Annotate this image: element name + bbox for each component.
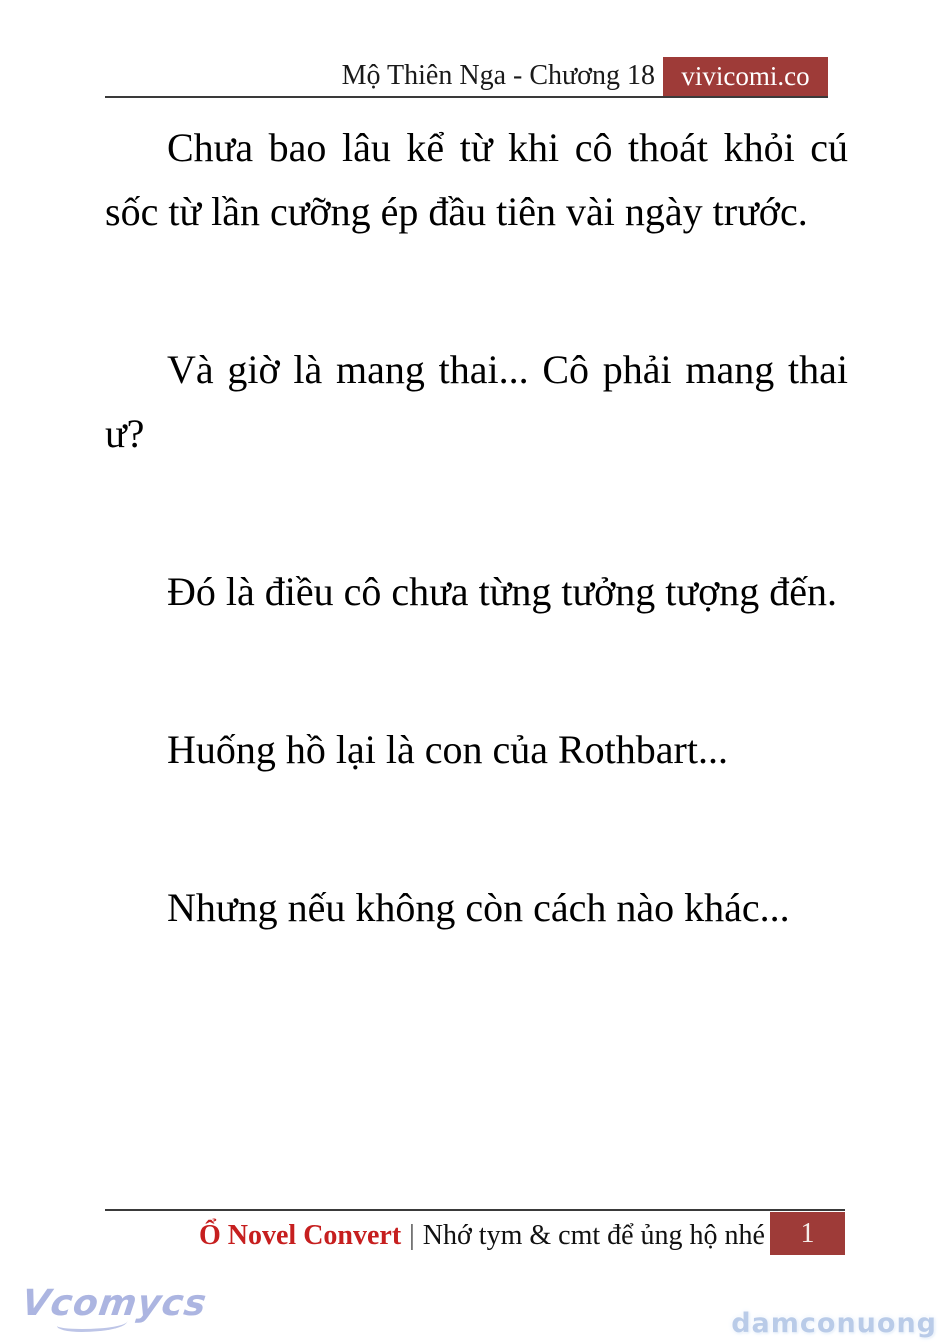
footer-bar xyxy=(105,1216,765,1256)
chapter-title: Mộ Thiên Nga - Chương 18 xyxy=(341,60,655,91)
footer-separator: | xyxy=(409,1220,415,1251)
paragraph: Nhưng nếu không còn cách nào khác... xyxy=(167,885,790,930)
signature-watermark: damconuong xyxy=(731,1308,937,1339)
paragraph: Và giờ là mang thai... Cô phải mang thai ư? xyxy=(105,347,848,456)
vcomycs-logo: Vcomycs xyxy=(19,1283,210,1324)
site-badge: vivicomi.co xyxy=(663,57,828,96)
converter-brand: Ổ Novel Convert xyxy=(198,1220,402,1251)
support-note: Nhớ tym & cmt để ủng hộ nhé xyxy=(422,1220,765,1251)
page-number-badge: 1 xyxy=(770,1212,845,1255)
paragraph: Chưa bao lâu kể từ khi cô thoát khỏi cú sốc từ lần cưỡng ép đầu tiên vài ngày trước. xyxy=(105,125,848,234)
paragraph: Đó là điều cô chưa từng tưởng tượng đến. xyxy=(167,569,837,614)
footer-divider xyxy=(105,1209,845,1211)
paragraph: Huống hồ lại là con của Rothbart... xyxy=(167,727,728,772)
chapter-body xyxy=(105,116,848,940)
header-divider xyxy=(105,96,828,98)
